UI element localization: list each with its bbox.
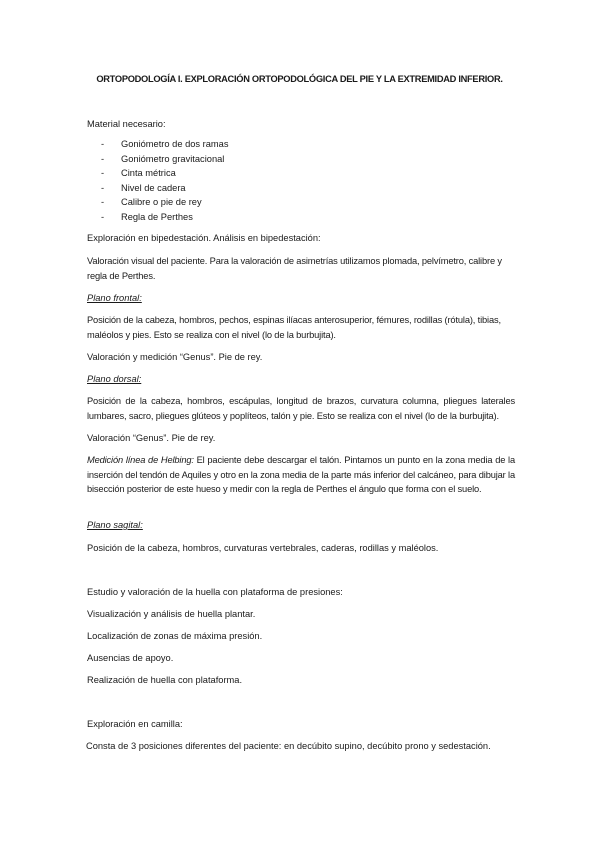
huella-item: Ausencias de apoyo. bbox=[87, 653, 174, 663]
huella-item: Visualización y análisis de huella plantar. bbox=[87, 609, 256, 619]
valoracion-paragraph: Valoración visual del paciente. Para la valoración de asimetrías utilizamos plomada, pelvímetro, calibre y regla de Perthes. bbox=[87, 256, 502, 281]
camilla-heading: Exploración en camilla: bbox=[87, 719, 183, 729]
plano-frontal-paragraph: Posición de la cabeza, hombros, pechos, espinas ilíacas anterosuperior, fémures, rodillas (rótula), tibias, maléolos y pies. Esto se realiza con el nivel (lo de la burbujita). bbox=[87, 315, 501, 340]
plano-sagital-heading: Plano sagital: bbox=[87, 520, 143, 530]
bipedestacion-heading: Exploración en bipedestación. Análisis en bipedestación: bbox=[87, 233, 321, 243]
plano-frontal-heading: Plano frontal: bbox=[87, 293, 142, 303]
plano-sagital-paragraph: Posición de la cabeza, hombros, curvaturas vertebrales, caderas, rodillas y maléolos. bbox=[87, 543, 439, 553]
document-page: ORTOPODOLOGÍA I. EXPLORACIÓN ORTOPODOLÓGICA DEL PIE Y LA EXTREMIDAD INFERIOR. Material necesario: - Goniómetro de dos ramas - Goniómetro gravitacional - Cinta métrica - Nivel de cadera - Calibre o pie de rey - Regla de Perthes Exploración en bipedestación. Análisis en bipedestación: Valoración visual del paciente. Para la valoración de asimetrías utilizamos plomada, pelvímetro, calibre y regla de Perthes. Plano frontal: Posición de la cabeza, hombros, pechos, espinas ilíacas anterosuperior, fémures, rodillas (rótula), tibias, maléolos y pies. Esto se realiza con el nivel (lo de la burbujita). Valoración y medición “Genus”. Pie de rey. Plano dorsal: Posición de la cabeza, hombros, escápulas, longitud de brazos, curvatura columna, pliegues laterales lumbares, sacro, pliegues glúteos y poplíteos, talón y pie. Esto se realiza con el nivel (lo de la burbujita). Valoración “Genus”. Pie de rey. Medición línea de Helbing: El paciente debe descargar el talón. Pintamos un punto en la zona media de la inserción del tendón de Aquiles y otro en la zona media de la parte más inferior del calcáneo, para dibujar la bisección posterior de este hueso y medir con la regla de Perthes el ángulo que forma con el suelo. Plano sagital: Posición de la cabeza, hombros, curvaturas vertebrales, caderas, rodillas y maléolos. Estudio y valoración de la huella con plataforma de presiones: Visualización y análisis de huella plantar. Localización de zonas de máxima presión. Ausencias de apoyo. Realización de huella con plataforma. Exploración en camilla: Consta de 3 posiciones diferentes del paciente: en decúbito supino, decúbito prono y sedestación. bbox=[0, 0, 599, 848]
material-heading: Material necesario: bbox=[87, 119, 166, 129]
plano-dorsal-heading: Plano dorsal: bbox=[87, 374, 142, 384]
huella-item: Realización de huella con plataforma. bbox=[87, 675, 243, 685]
plano-dorsal-paragraph: Posición de la cabeza, hombros, escápulas, longitud de brazos, curvatura columna, pliegues laterales lumbares, sacro, pliegues glúteos y poplíteos, talón y pie. Esto se realiza con el nivel (lo de la burbujita). bbox=[87, 396, 515, 421]
helbing-paragraph bbox=[87, 453, 515, 497]
dorsal-genus-paragraph: Valoración “Genus”. Pie de rey. bbox=[87, 433, 216, 443]
huella-heading: Estudio y valoración de la huella con plataforma de presiones: bbox=[87, 587, 343, 597]
helbing-label: Medición línea de Helbing: bbox=[87, 455, 194, 465]
huella-item: Localización de zonas de máxima presión. bbox=[87, 631, 263, 641]
document-title: ORTOPODOLOGÍA I. EXPLORACIÓN ORTOPODOLÓGICA DEL PIE Y LA EXTREMIDAD INFERIOR. bbox=[96, 74, 503, 84]
helbing-text: El paciente debe descargar el talón. Pintamos un punto en la zona media de la inserción del tendón de Aquiles y otro en la zona media de la parte más inferior del calcáneo, para dibujar la bisección posterior de este hueso y medir con la regla de Perthes el ángulo que forma con el suelo. bbox=[87, 455, 515, 495]
frontal-genus-paragraph: Valoración y medición “Genus”. Pie de rey. bbox=[87, 352, 263, 362]
camilla-paragraph: Consta de 3 posiciones diferentes del paciente: en decúbito supino, decúbito prono y sedestación. bbox=[86, 741, 491, 751]
